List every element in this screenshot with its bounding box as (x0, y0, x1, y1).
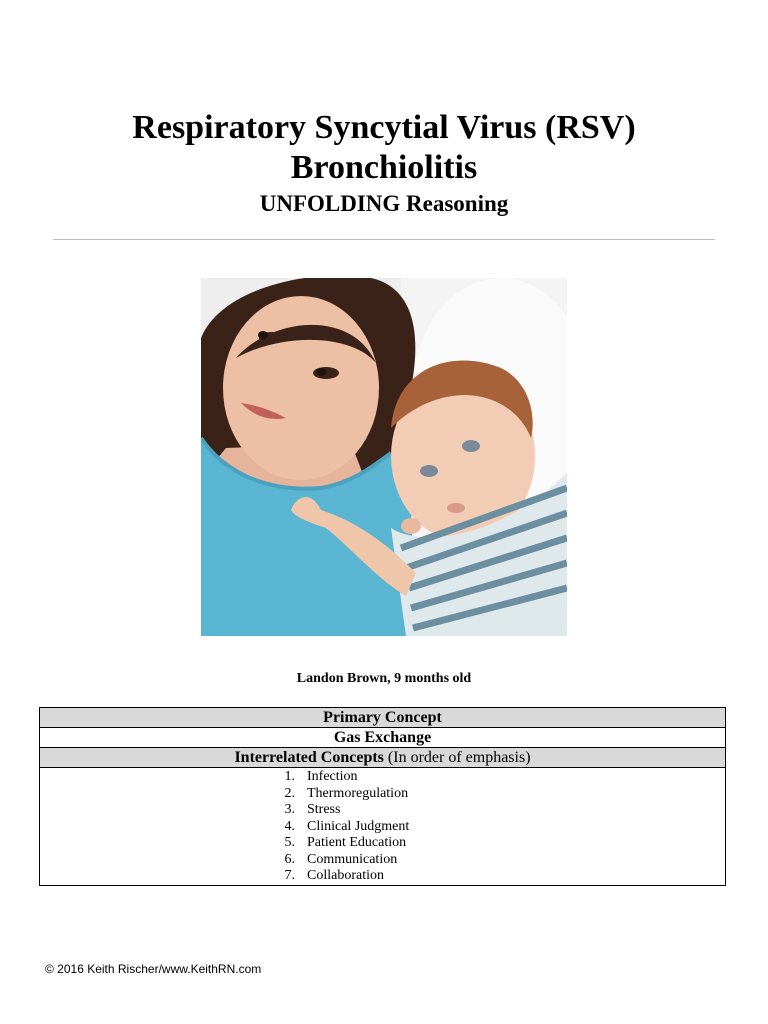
title-line-1: Respiratory Syncytial Virus (RSV) (132, 109, 636, 146)
mother-and-baby-photo (201, 278, 567, 636)
list-item: 7. Collaboration (284, 868, 384, 883)
interrelated-concepts-list-cell (40, 768, 726, 886)
document-title (0, 108, 768, 188)
title-line-2: Bronchiolitis (290, 149, 478, 186)
list-item: 5. Patient Education (284, 835, 407, 850)
interrelated-title: Interrelated Concepts (234, 749, 384, 766)
interrelated-concepts-header (40, 748, 726, 768)
list-item: 4. Clinical Judgment (284, 818, 410, 834)
list-item: 6. Communication (284, 851, 398, 867)
horizontal-rule (53, 239, 715, 240)
list-item: 2. Thermoregulation (284, 785, 409, 801)
list-item: 1. Infection (284, 769, 358, 784)
patient-caption: Landon Brown, 9 months old (296, 671, 472, 686)
list-item: 3. Stress (284, 802, 341, 817)
concepts-table (39, 707, 726, 886)
primary-concept-value: Gas Exchange (40, 728, 726, 748)
primary-concept-header: Primary Concept (40, 708, 726, 728)
copyright-footer: © 2016 Keith Rischer/www.KeithRN.com (45, 962, 262, 976)
interrelated-note: (In order of emphasis) (383, 749, 531, 766)
document-subtitle: UNFOLDING Reasoning (259, 191, 509, 216)
interrelated-concepts-list (40, 768, 725, 885)
